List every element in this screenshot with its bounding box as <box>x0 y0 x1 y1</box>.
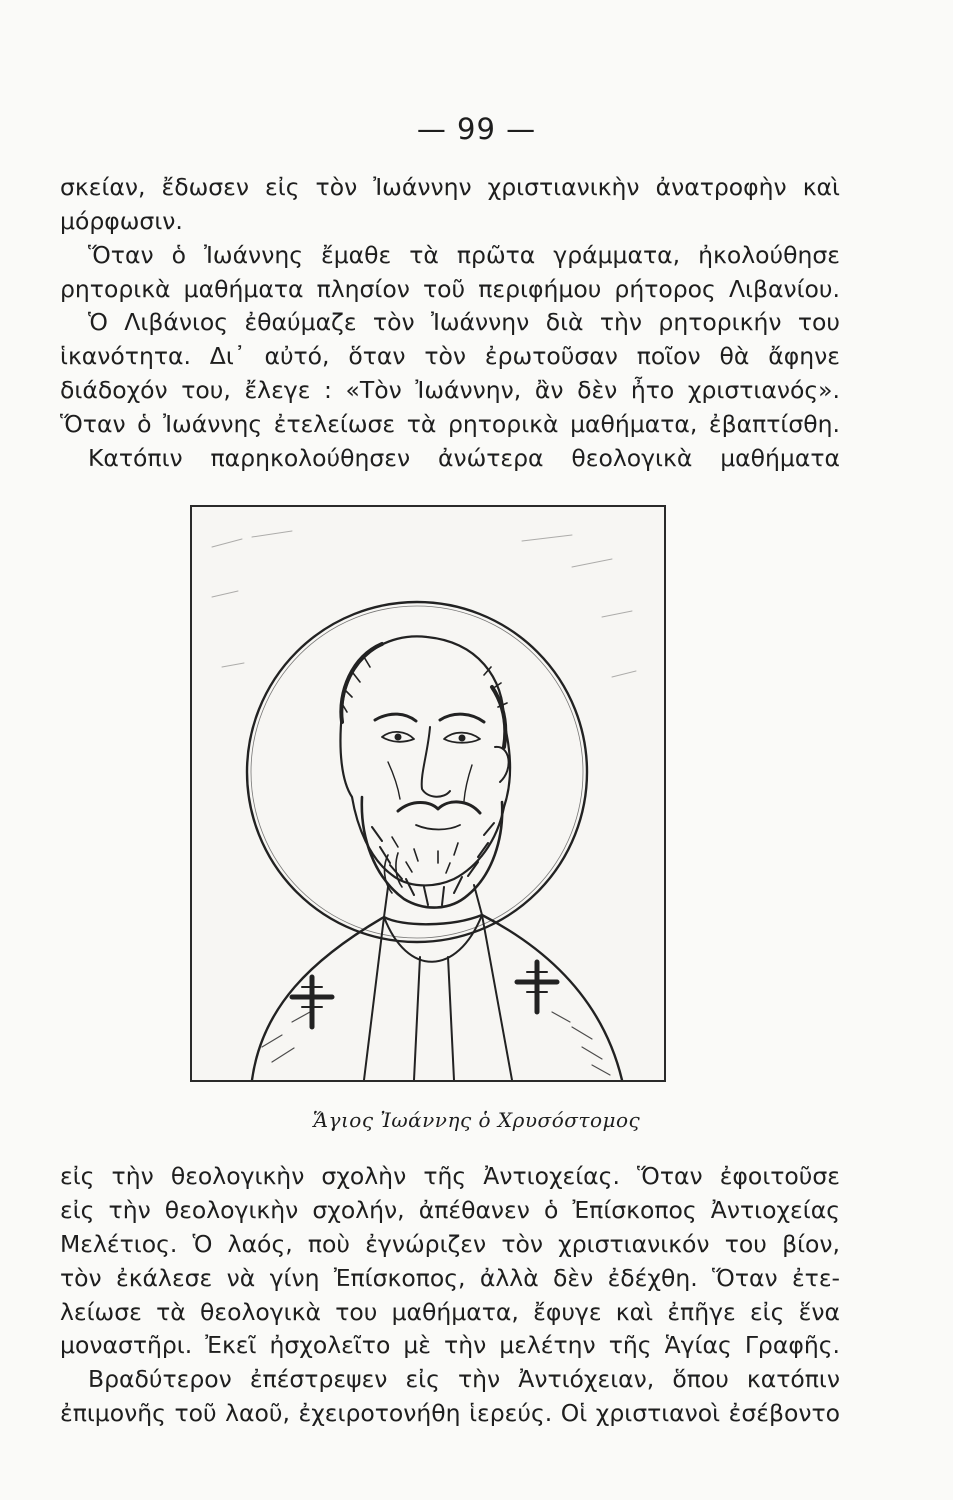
page-number: — 99 — <box>416 112 537 146</box>
text-line: Ὁ Λιβάνιος ἐθαύμαζε τὸν Ἰωάννην διὰ τὴν ρητορικήν του <box>88 308 840 336</box>
halo-circle <box>247 602 587 942</box>
text-line: ἐπιμονῆς τοῦ λαοῦ, ἐχειροτονήθη ἱερεύς. Οἱ χριστιανοὶ ἐσέβοντο <box>60 1399 840 1427</box>
text-line: διάδοχόν του, ἔλεγε : «Τὸν Ἰωάννην, ἂν δὲν ἦτο χριστιανός». <box>60 376 840 404</box>
text-line: Κατόπιν παρηκολούθησεν ἀνώτερα θεολογικὰ μαθήματα <box>88 444 840 472</box>
saint-portrait-figure <box>190 505 666 1082</box>
figure-caption: Ἅγιος Ἰωάννης ὁ Χρυσόστομος <box>312 1108 641 1132</box>
text-line: Βραδύτερον ἐπέστρεψεν εἰς τὴν Ἀντιόχειαν, ὅπου κατόπιν <box>88 1365 840 1393</box>
text-line: ἱκανότητα. Δι᾽ αὐτό, ὅταν τὸν ἐρωτοῦσαν ποῖον θὰ ἄφηνε <box>60 342 840 370</box>
text-line: μοναστῆρι. Ἐκεῖ ἠσχολεῖτο μὲ τὴν μελέτην τῆς Ἁγίας Γραφῆς. <box>60 1331 840 1359</box>
text-line: Ὅταν ὁ Ἰωάννης ἔμαθε τὰ πρῶτα γράμματα, ἠκολούθησε <box>88 241 840 269</box>
text-line: λείωσε τὰ θεολογικὰ του μαθήματα, ἔφυγε καὶ ἐπῆγε εἰς ἕνα <box>60 1298 840 1326</box>
text-line: τὸν ἐκάλεσε νὰ γίνη Ἐπίσκοπος, ἀλλὰ δὲν ἐδέχθη. Ὅταν ἐτε- <box>60 1264 840 1292</box>
text-line: εἰς τὴν θεολογικὴν σχολὴν τῆς Ἀντιοχείας. Ὅταν ἐφοιτοῦσε <box>60 1162 840 1190</box>
text-line: Ὅταν ὁ Ἰωάννης ἐτελείωσε τὰ ρητορικὰ μαθήματα, ἐβαπτίσθη. <box>60 410 840 438</box>
text-line: ρητορικὰ μαθήματα πλησίον τοῦ περιφήμου ρήτορος Λιβανίου. <box>60 275 840 303</box>
text-line: Μελέτιος. Ὁ λαός, ποὺ ἐγνώριζεν τὸν χριστιανικόν του βίον, <box>60 1230 840 1258</box>
vestment-crosses <box>292 962 557 1027</box>
text-line: εἰς τὴν θεολογικὴν σχολήν, ἀπέθανεν ὁ Ἐπίσκοπος Ἀντιοχείας <box>60 1196 840 1224</box>
text-line: σκείαν, ἔδωσεν εἰς τὸν Ἰωάννην χριστιανικὴν ἀνατροφὴν καὶ <box>60 173 840 201</box>
text-line: μόρφωσιν. <box>60 207 183 235</box>
saint-portrait-illustration <box>192 507 664 1080</box>
